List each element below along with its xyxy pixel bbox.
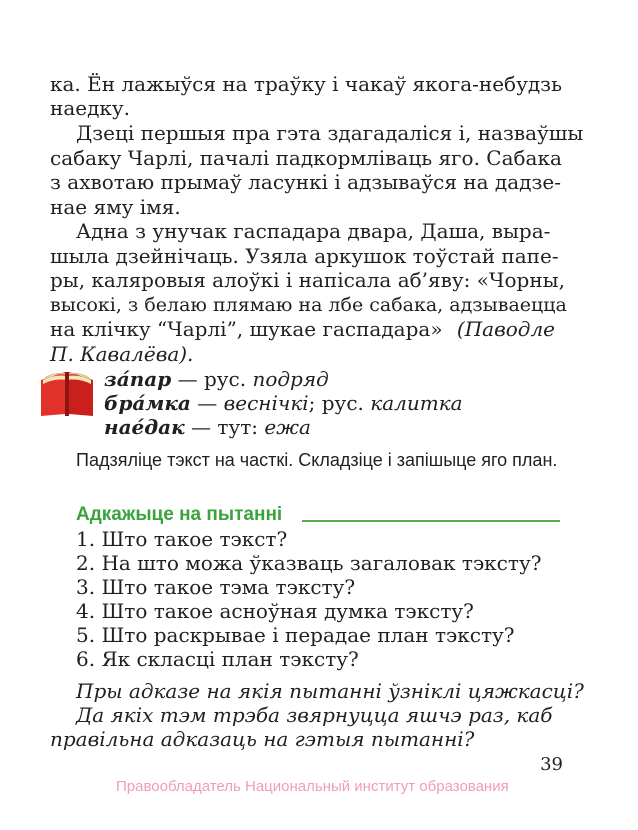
glossary-def: веснічкі <box>223 391 309 415</box>
closing-line: Пры адказе на якія пытанні ўзніклі цяжкасці? <box>76 679 584 703</box>
glossary-translation: подряд <box>252 367 329 391</box>
glossary-term: бра́мка <box>104 391 191 415</box>
glossary-def: рус. <box>203 367 253 391</box>
paragraph-line: Дзеці першыя пра гэта здагадаліся і, назваўшы <box>76 121 584 145</box>
glossary-dash: — <box>171 367 204 391</box>
closing-line: правільна адказаць на гэтыя пытанні? <box>50 727 475 751</box>
glossary-def: тут: <box>217 415 265 439</box>
paragraph-line: нае яму імя. <box>50 195 181 219</box>
questions-heading: Адкажыце на пытанні <box>76 504 283 525</box>
task-text: Падзяліце тэкст на часткі. Складзіце і запішыце яго план. <box>76 450 558 470</box>
question-item: 3. Што такое тэма тэксту? <box>76 575 356 599</box>
watermark-text: Правообладатель Национальный институт образования <box>116 778 509 795</box>
glossary-term: нае́дак <box>104 415 185 439</box>
closing-line: Да якіх тэм трэба звярнуцца яшчэ раз, каб <box>76 703 553 727</box>
glossary-translation: ежа <box>264 415 311 439</box>
glossary-dash: — <box>190 391 224 415</box>
paragraph-line: з ахвотаю прымаў ласункі і адзываўся на дадзе- <box>50 170 561 194</box>
heading-rule <box>302 520 560 522</box>
paragraph-line: высокі, з белаю плямаю на лбе сабака, адзываецца <box>50 294 567 316</box>
glossary-entry <box>104 415 311 440</box>
glossary-translation: калитка <box>370 391 463 415</box>
paragraph-line: ка. Ён лажыўся на траўку і чакаў якога-небудзь <box>50 72 562 96</box>
paragraph-text: на клічку “Чарлі”, шукае гаспадара» <box>50 317 443 341</box>
paragraph-line: Адна з унучак гаспадара двара, Даша, выра- <box>76 219 551 243</box>
glossary-entry <box>104 367 329 392</box>
question-item: 5. Што раскрывае і перадае план тэксту? <box>76 623 515 647</box>
question-item: 1. Што такое тэкст? <box>76 527 288 551</box>
source-attribution-author: П. Кавалёва). <box>50 342 194 366</box>
question-item: 2. На што можа ўказваць загаловак тэксту? <box>76 551 542 575</box>
question-item: 6. Як скласці план тэксту? <box>76 647 359 671</box>
source-attribution: (Паводле <box>456 317 556 341</box>
glossary-dash: — <box>184 415 218 439</box>
paragraph-line: наедку. <box>50 96 131 120</box>
question-item: 4. Што такое асноўная думка тэксту? <box>76 599 474 623</box>
paragraph-line: шыла дзейнічаць. Узяла аркушок тоўстай папе- <box>50 244 559 268</box>
glossary-term: за́пар <box>104 367 172 391</box>
book-icon <box>37 370 97 418</box>
paragraph-line: сабаку Чарлі, пачалі падкормліваць яго. Сабака <box>50 146 562 170</box>
glossary-def-extra: ; рус. <box>308 391 371 415</box>
glossary-entry <box>104 391 463 416</box>
page-number: 39 <box>540 754 563 775</box>
paragraph-line: ры, каляровыя алоўкі і напісала аб’яву: «Чорны, <box>50 268 565 292</box>
paragraph-line <box>50 317 555 342</box>
